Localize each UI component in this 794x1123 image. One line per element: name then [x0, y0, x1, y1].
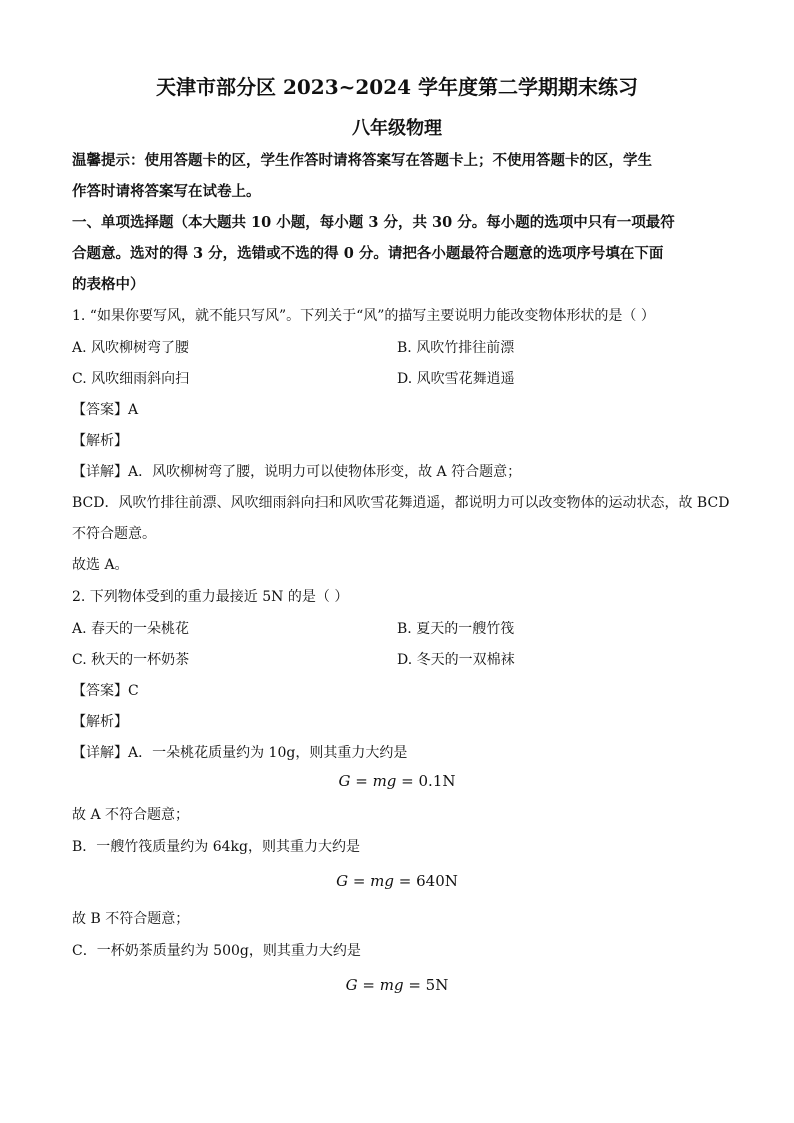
question-1-option-c: C. 风吹细雨斜向扫	[72, 371, 190, 387]
question-1-conclusion: 故选 A。	[72, 557, 129, 573]
question-1-option-d: D. 风吹雪花舞逍遥	[397, 371, 515, 387]
section-heading-line-3: 的表格中）	[72, 276, 145, 293]
question-2-not-b: 故 B 不符合题意；	[72, 911, 190, 927]
question-2-detail-b: B．一艘竹筏质量约为 64kg，则其重力大约是	[72, 839, 360, 855]
question-2-option-c: C. 秋天的一杯奶茶	[72, 652, 190, 668]
equation-b-lhs: G = mg =	[336, 872, 417, 890]
question-2-not-a: 故 A 不符合题意；	[72, 807, 190, 823]
question-2-option-a: A. 春天的一朵桃花	[72, 621, 190, 637]
question-1-answer: 【答案】A	[72, 402, 139, 418]
tip-line-1: 温馨提示：使用答题卡的区，学生作答时请将答案写在答题卡上；不使用答题卡的区，学生	[72, 152, 652, 169]
section-heading-line-1: 一、单项选择题（本大题共 10 小题，每小题 3 分，共 30 分。每小题的选项中只有一项最符	[72, 214, 675, 231]
question-1-detail-2: BCD．风吹竹排往前漂、风吹细雨斜向扫和风吹雪花舞逍遥，都说明力可以改变物体的运动状态，故 BCD	[72, 495, 730, 511]
question-2-detail-c: C．一杯奶茶质量约为 500g，则其重力大约是	[72, 943, 361, 959]
equation-c-value: 5N	[425, 976, 449, 994]
equation-c-lhs: G = mg =	[345, 976, 426, 994]
equation-a-value: 0.1N	[418, 772, 456, 790]
tip-line-2: 作答时请将答案写在试卷上。	[72, 183, 261, 200]
question-1-detail-1: 【详解】A．风吹柳树弯了腰，说明力可以使物体形变，故 A 符合题意；	[72, 464, 522, 480]
equation-c	[0, 976, 794, 994]
page-subtitle: 八年级物理	[352, 118, 442, 139]
question-1-option-a: A. 风吹柳树弯了腰	[72, 340, 190, 356]
question-1-stem: 1. “如果你要写风，就不能只写风”。下列关于“风”的描写主要说明力能改变物体形状的是（ ）	[72, 308, 655, 324]
equation-a	[0, 772, 794, 790]
question-1-analysis-label: 【解析】	[72, 433, 128, 449]
question-1-detail-3: 不符合题意。	[72, 526, 156, 542]
section-heading-line-2: 合题意。选对的得 3 分，选错或不选的得 0 分。请把各小题最符合题意的选项序号填在下面	[72, 245, 664, 262]
equation-b	[0, 872, 794, 890]
question-2-stem: 2. 下列物体受到的重力最接近 5N 的是（ ）	[72, 589, 349, 605]
question-2-answer: 【答案】C	[72, 683, 139, 699]
question-1-option-b: B. 风吹竹排往前漂	[397, 340, 515, 356]
page-title: 天津市部分区 2023~2024 学年度第二学期期末练习	[155, 75, 638, 99]
question-2-option-b: B. 夏天的一艘竹筏	[397, 621, 515, 637]
question-2-option-d: D. 冬天的一双棉袜	[397, 652, 515, 668]
equation-a-lhs: G = mg =	[338, 772, 419, 790]
question-2-analysis-label: 【解析】	[72, 714, 128, 730]
question-2-detail-a: 【详解】A．一朵桃花质量约为 10g，则其重力大约是	[72, 745, 408, 761]
equation-b-value: 640N	[416, 872, 458, 890]
